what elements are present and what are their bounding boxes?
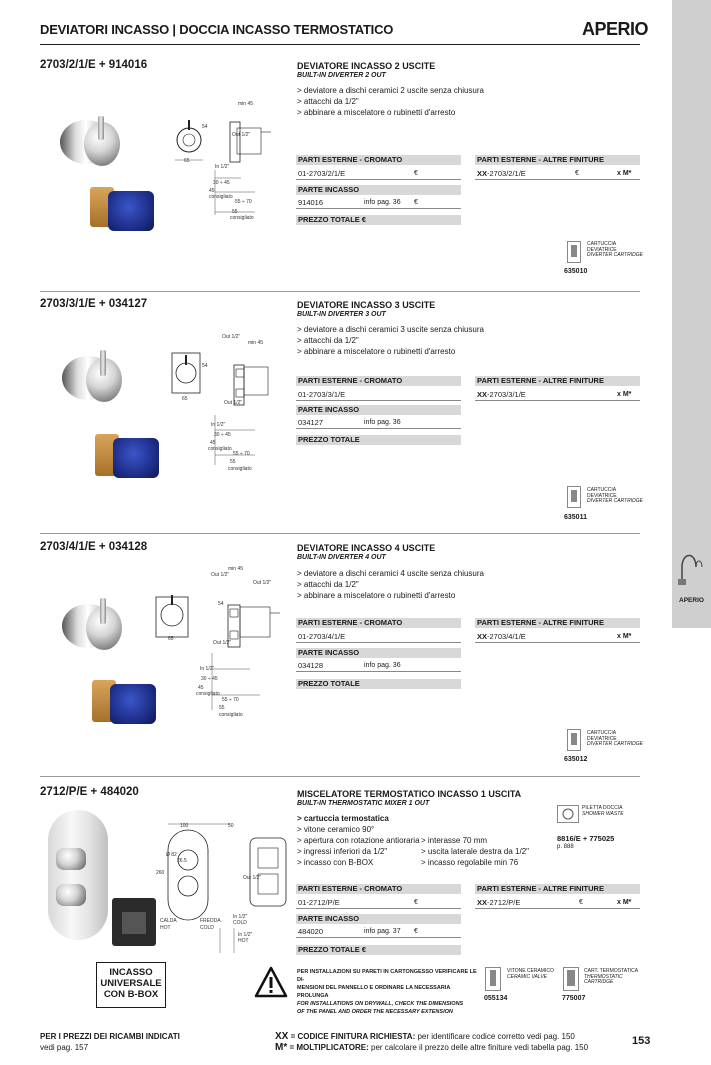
product-image — [48, 810, 108, 940]
product-code: 2712/P/E + 484020 — [40, 786, 139, 798]
price-header-finishes: PARTI ESTERNE - ALTRE FINITURE — [475, 376, 640, 386]
dimension-label: consigliato — [230, 215, 254, 221]
dimension-label: consigliato — [209, 194, 233, 200]
b-box-label — [96, 962, 166, 1008]
legend-desc: per identificare codice corretto vedi pag. 150 — [415, 1032, 575, 1041]
footer-spare-parts-note — [40, 1031, 180, 1053]
cartridge-label — [587, 242, 643, 259]
price-row — [296, 168, 461, 180]
warning-line: OF THE PANEL AND ORDER THE NECESSARY EXTENSION — [297, 1009, 453, 1015]
dimension-label: Out 1/2" — [243, 875, 262, 881]
dimension-label: 54 — [202, 363, 208, 369]
currency: € — [414, 899, 418, 906]
multiplier: x M* — [617, 899, 632, 906]
dimension-label: In 1/2" — [200, 666, 215, 672]
dimension-label: 30 ÷ 45 — [214, 432, 231, 438]
info-page: info pag. 36 — [364, 662, 401, 669]
feature-item: > abbinare a miscelatore o rubinetti d'arresto — [297, 347, 456, 356]
cartridge-icon — [567, 486, 581, 508]
dimension-label: min 45 — [238, 101, 254, 107]
built-in-header: PARTE INCASSO — [296, 648, 461, 658]
cartridge-label — [587, 488, 643, 505]
article-code: -2712/P/E — [487, 898, 521, 907]
article-code: 484020 — [298, 927, 324, 936]
price-row — [296, 417, 461, 429]
page-number: 153 — [632, 1035, 651, 1047]
legend-desc: per calcolare il prezzo delle altre finiture vedi tabella pag. 150 — [368, 1043, 589, 1052]
product-subtitle: BUILT-IN DIVERTER 4 OUT — [297, 554, 386, 561]
currency: € — [414, 170, 418, 177]
product-title: DEVIATORE INCASSO 2 USCITE — [297, 61, 436, 71]
feature-list — [297, 568, 484, 601]
article-code: 914016 — [298, 198, 324, 207]
dimension-label: COLD — [233, 920, 247, 926]
built-in-header: PARTE INCASSO — [296, 405, 461, 415]
side-label: APERIO — [679, 597, 704, 604]
waste-code: 8816/E + 775025 — [557, 834, 615, 843]
dimension-label: consigliato — [196, 691, 220, 697]
article-code: 034127 — [298, 418, 324, 427]
dimension-label: FREDDA — [200, 918, 221, 924]
shower-head-icon — [676, 545, 706, 590]
feature-item: > attacchi da 1/2" — [297, 336, 359, 345]
dimension-label: 55 ÷ 70 — [235, 199, 252, 205]
dimension-label: 55 — [219, 705, 225, 711]
dimension-label: 54 — [202, 124, 208, 130]
warning-line: FOR INSTALLATIONS ON DRYWALL, CHECK THE DIMENSIONS — [297, 1001, 464, 1007]
thermo-code: 775007 — [562, 995, 586, 1002]
dimension-label: 100 — [180, 823, 189, 829]
dimension-label: In 1/2" — [233, 914, 248, 920]
product-image — [60, 116, 120, 168]
total-price-header: PREZZO TOTALE — [296, 679, 461, 689]
dimension-label: 30 ÷ 45 — [213, 180, 230, 186]
feature-item: > attacchi da 1/2" — [297, 97, 359, 106]
waste-label — [582, 806, 624, 817]
total-label: PREZZO TOTALE — [298, 945, 360, 954]
cartridge-text: DEVIATRICE — [587, 246, 617, 253]
technical-drawing — [150, 818, 290, 958]
price-row — [296, 389, 461, 401]
product-subtitle: BUILT-IN THERMOSTATIC MIXER 1 OUT — [297, 800, 430, 807]
dimension-label: Out 1/2" — [213, 640, 232, 646]
footer-legend — [275, 1031, 588, 1053]
finish-code-prefix: XX — [477, 169, 488, 178]
price-header-finishes: PARTI ESTERNE - ALTRE FINITURE — [475, 155, 640, 165]
valve-code: 055134 — [484, 995, 508, 1002]
legend-key: M* — [275, 1042, 288, 1053]
info-page: info pag. 36 — [364, 419, 401, 426]
footer-text: vedi pag. 157 — [40, 1043, 89, 1052]
dimension-label: 55 ÷ 70 — [233, 451, 250, 457]
waste-text: PILETTA DOCCIA — [582, 805, 623, 811]
dimension-label: Out 1/2" — [253, 580, 272, 586]
product-title: DEVIATORE INCASSO 3 USCITE — [297, 300, 436, 310]
dimension-label: Out 1/2" — [224, 400, 243, 406]
feature-item: > uscita laterale destra da 1/2" — [421, 847, 530, 856]
cartridge-text: DIVERTER CARTRIDGE — [587, 498, 643, 504]
product-title: MISCELATORE TERMOSTATICO INCASSO 1 USCITA — [297, 789, 522, 799]
dimension-label: 260 — [156, 870, 165, 876]
section-divider — [40, 291, 640, 292]
feature-item: > attacchi da 1/2" — [297, 580, 359, 589]
dimension-label: 30 ÷ 45 — [201, 676, 218, 682]
cartridge-label — [587, 731, 643, 748]
feature-list — [297, 324, 484, 357]
feature-item: > deviatore a dischi ceramici 2 uscite senza chiusura — [297, 86, 484, 95]
thermo-label — [584, 969, 638, 986]
cartridge-text: CARTUCCIA — [587, 487, 617, 493]
dimension-label: Out 1/2" — [211, 572, 230, 578]
product-subtitle: BUILT-IN DIVERTER 2 OUT — [297, 72, 386, 79]
product-subtitle: BUILT-IN DIVERTER 3 OUT — [297, 311, 386, 318]
price-row — [296, 631, 461, 643]
cartridge-text: DIVERTER CARTRIDGE — [587, 741, 643, 747]
price-row — [296, 660, 461, 672]
article-code: 01-2703/4/1/E — [298, 632, 346, 641]
price-row — [475, 389, 640, 401]
thermo-text: THERMOSTATIC — [584, 973, 623, 980]
warning-icon — [254, 966, 288, 998]
feature-item: > incasso regolabile min 76 — [421, 858, 519, 867]
currency: € — [575, 170, 579, 177]
dimension-label: HOT — [238, 938, 249, 944]
dimension-label: Out 1/2" — [232, 132, 251, 138]
dimension-label: In 1/2" — [215, 164, 230, 170]
dimension-label: 45 — [198, 685, 204, 691]
article-code: -2703/2/1/E — [487, 169, 526, 178]
article-code: 034128 — [298, 661, 324, 670]
feature-list — [421, 835, 529, 868]
dimension-label: Ø 82 — [166, 852, 177, 858]
b-box-text: CON B-BOX — [103, 989, 159, 1000]
warning-line: PER INSTALLAZIONI SU PARETI IN CARTONGESSO VERIFICARE LE DI- — [297, 969, 477, 983]
dimension-label: 50 — [228, 823, 234, 829]
cartridge-text: DEVIATRICE — [587, 735, 617, 742]
dimension-label: In 1/2" — [238, 932, 253, 938]
built-in-body-image — [93, 430, 165, 480]
finish-code-prefix: XX — [477, 898, 488, 907]
feature-item: > deviatore a dischi ceramici 4 uscite senza chiusura — [297, 569, 484, 578]
info-page: info pag. 37 — [364, 928, 401, 935]
price-row — [296, 197, 461, 209]
built-in-header: PARTE INCASSO — [296, 185, 461, 195]
ceramic-valve-icon — [485, 967, 501, 991]
dimension-label: 55 — [232, 209, 238, 215]
article-code: 01-2703/2/1/E — [298, 169, 346, 178]
feature-item: > ingressi inferiori da 1/2" — [297, 847, 388, 856]
product-code: 2703/4/1/E + 034128 — [40, 541, 148, 553]
cartridge-icon — [567, 729, 581, 751]
cartridge-text: CARTUCCIA — [587, 730, 617, 736]
price-header-chrome: PARTI ESTERNE - CROMATO — [296, 376, 461, 386]
total-price-header: PREZZO TOTALE — [296, 435, 461, 445]
dimension-label: 55 ÷ 70 — [222, 697, 239, 703]
currency: € — [361, 945, 367, 954]
cartridge-code: 635010 — [564, 268, 588, 275]
multiplier: x M* — [617, 170, 632, 177]
valve-text: CERAMIC VALVE — [507, 973, 548, 980]
feature-item: > interasse 70 mm — [421, 836, 488, 845]
built-in-header: PARTE INCASSO — [296, 914, 461, 924]
finish-code-prefix: XX — [477, 390, 488, 399]
article-code: 01-2703/3/1/E — [298, 390, 346, 399]
currency: € — [361, 215, 367, 224]
dimension-label: 45 — [209, 188, 215, 194]
cartridge-icon — [567, 241, 581, 263]
feature-item: > cartuccia termostatica — [297, 814, 389, 823]
feature-list — [297, 813, 420, 868]
feature-item: > incasso con B-BOX — [297, 858, 374, 867]
product-code: 2703/3/1/E + 034127 — [40, 298, 148, 310]
dimension-label: consigliato — [208, 446, 232, 452]
finish-code-prefix: XX — [477, 632, 488, 641]
waste-page: p. 888 — [557, 844, 574, 850]
product-title: DEVIATORE INCASSO 4 USCITE — [297, 543, 436, 553]
feature-item: > vitone ceramico 90° — [297, 825, 375, 834]
dimension-label: In 1/2" — [211, 422, 226, 428]
built-in-body-image — [88, 183, 160, 233]
cartridge-text: CARTUCCIA — [587, 241, 617, 247]
product-image — [62, 598, 122, 653]
currency: € — [414, 199, 418, 206]
legend-title: = MOLTIPLICATORE: — [287, 1043, 369, 1052]
dimension-label: 65 — [184, 158, 190, 164]
price-row — [296, 897, 461, 909]
product-code: 2703/2/1/E + 914016 — [40, 59, 148, 71]
price-row — [475, 897, 640, 909]
dimension-label: CALDA — [160, 918, 177, 924]
multiplier: x M* — [617, 391, 632, 398]
page-title: DEVIATORI INCASSO | DOCCIA INCASSO TERMOSTATICO — [40, 22, 394, 37]
multiplier: x M* — [617, 633, 632, 640]
feature-item: > abbinare a miscelatore o rubinetti d'arresto — [297, 108, 456, 117]
valve-label — [507, 969, 554, 980]
dimension-label: COLD — [200, 925, 214, 931]
price-header-finishes: PARTI ESTERNE - ALTRE FINITURE — [475, 884, 640, 894]
dimension-label: 26.5 — [177, 858, 187, 864]
feature-list — [297, 85, 484, 118]
currency: € — [579, 899, 583, 906]
side-tab — [672, 0, 711, 628]
article-code: -2703/3/1/E — [487, 390, 526, 399]
section-divider — [40, 776, 640, 777]
legend-key: XX — [275, 1031, 289, 1042]
dimension-label: HOT — [160, 925, 171, 931]
thermo-text: CART. TERMOSTATICA — [584, 968, 639, 974]
feature-item: > apertura con rotazione antioraria — [297, 836, 420, 845]
dimension-label: 54 — [218, 601, 224, 607]
feature-item: > deviatore a dischi ceramici 3 uscite senza chiusura — [297, 325, 484, 334]
total-price-header — [296, 945, 461, 955]
dimension-label: 55 — [230, 459, 236, 465]
dimension-label: consigliato — [219, 712, 243, 718]
price-header-finishes: PARTI ESTERNE - ALTRE FINITURE — [475, 618, 640, 628]
dimension-label: min 45 — [228, 566, 244, 572]
cartridge-code: 635011 — [564, 514, 587, 521]
price-row — [475, 631, 640, 643]
dimension-label: min 45 — [248, 340, 264, 346]
shower-waste-icon — [557, 805, 579, 823]
cartridge-code: 635012 — [564, 756, 588, 763]
section-divider — [40, 533, 640, 534]
valve-text: VITONE CERAMICO — [507, 968, 554, 974]
total-price-header — [296, 215, 461, 225]
legend-title: = CODICE FINITURA RICHIESTA: — [288, 1032, 416, 1041]
brand-logo: APERIO — [582, 19, 649, 39]
article-code: 01-2712/P/E — [298, 898, 340, 907]
price-header-chrome: PARTI ESTERNE - CROMATO — [296, 884, 461, 894]
dimension-label: consigliato — [228, 466, 252, 472]
article-code: -2703/4/1/E — [487, 632, 526, 641]
thermo-text: CARTRIDGE — [584, 979, 614, 985]
price-row — [296, 926, 461, 938]
dimension-label: 45 — [210, 440, 216, 446]
dimension-label: 65 — [182, 396, 188, 402]
price-row — [475, 168, 640, 180]
cartridge-text: DIVERTER CARTRIDGE — [587, 252, 643, 258]
dimension-label: 65 — [168, 636, 174, 642]
b-box-text: INCASSO — [109, 967, 153, 978]
header-divider — [40, 44, 640, 45]
technical-drawing — [175, 100, 275, 225]
price-header-chrome: PARTI ESTERNE - CROMATO — [296, 618, 461, 628]
price-header-chrome: PARTI ESTERNE - CROMATO — [296, 155, 461, 165]
product-image — [62, 350, 122, 405]
warning-line: MENSIONI DEL PANNELLO E ORDINARE LA NECESSARIA PROLUNGA — [297, 985, 451, 999]
feature-item: > abbinare a miscelatore o rubinetti d'arresto — [297, 591, 456, 600]
footer-text: PER I PREZZI DEI RICAMBI INDICATI — [40, 1032, 180, 1041]
total-label: PREZZO TOTALE — [298, 215, 360, 224]
b-box-text: UNIVERSALE — [100, 978, 162, 989]
info-page: info pag. 36 — [364, 199, 401, 206]
warning-text — [297, 968, 477, 1016]
thermostatic-cartridge-icon — [563, 967, 579, 991]
dimension-label: Out 1/2" — [222, 334, 241, 340]
cartridge-text: DEVIATRICE — [587, 492, 617, 499]
waste-text: SHOWER WASTE — [582, 810, 624, 817]
currency: € — [414, 928, 418, 935]
